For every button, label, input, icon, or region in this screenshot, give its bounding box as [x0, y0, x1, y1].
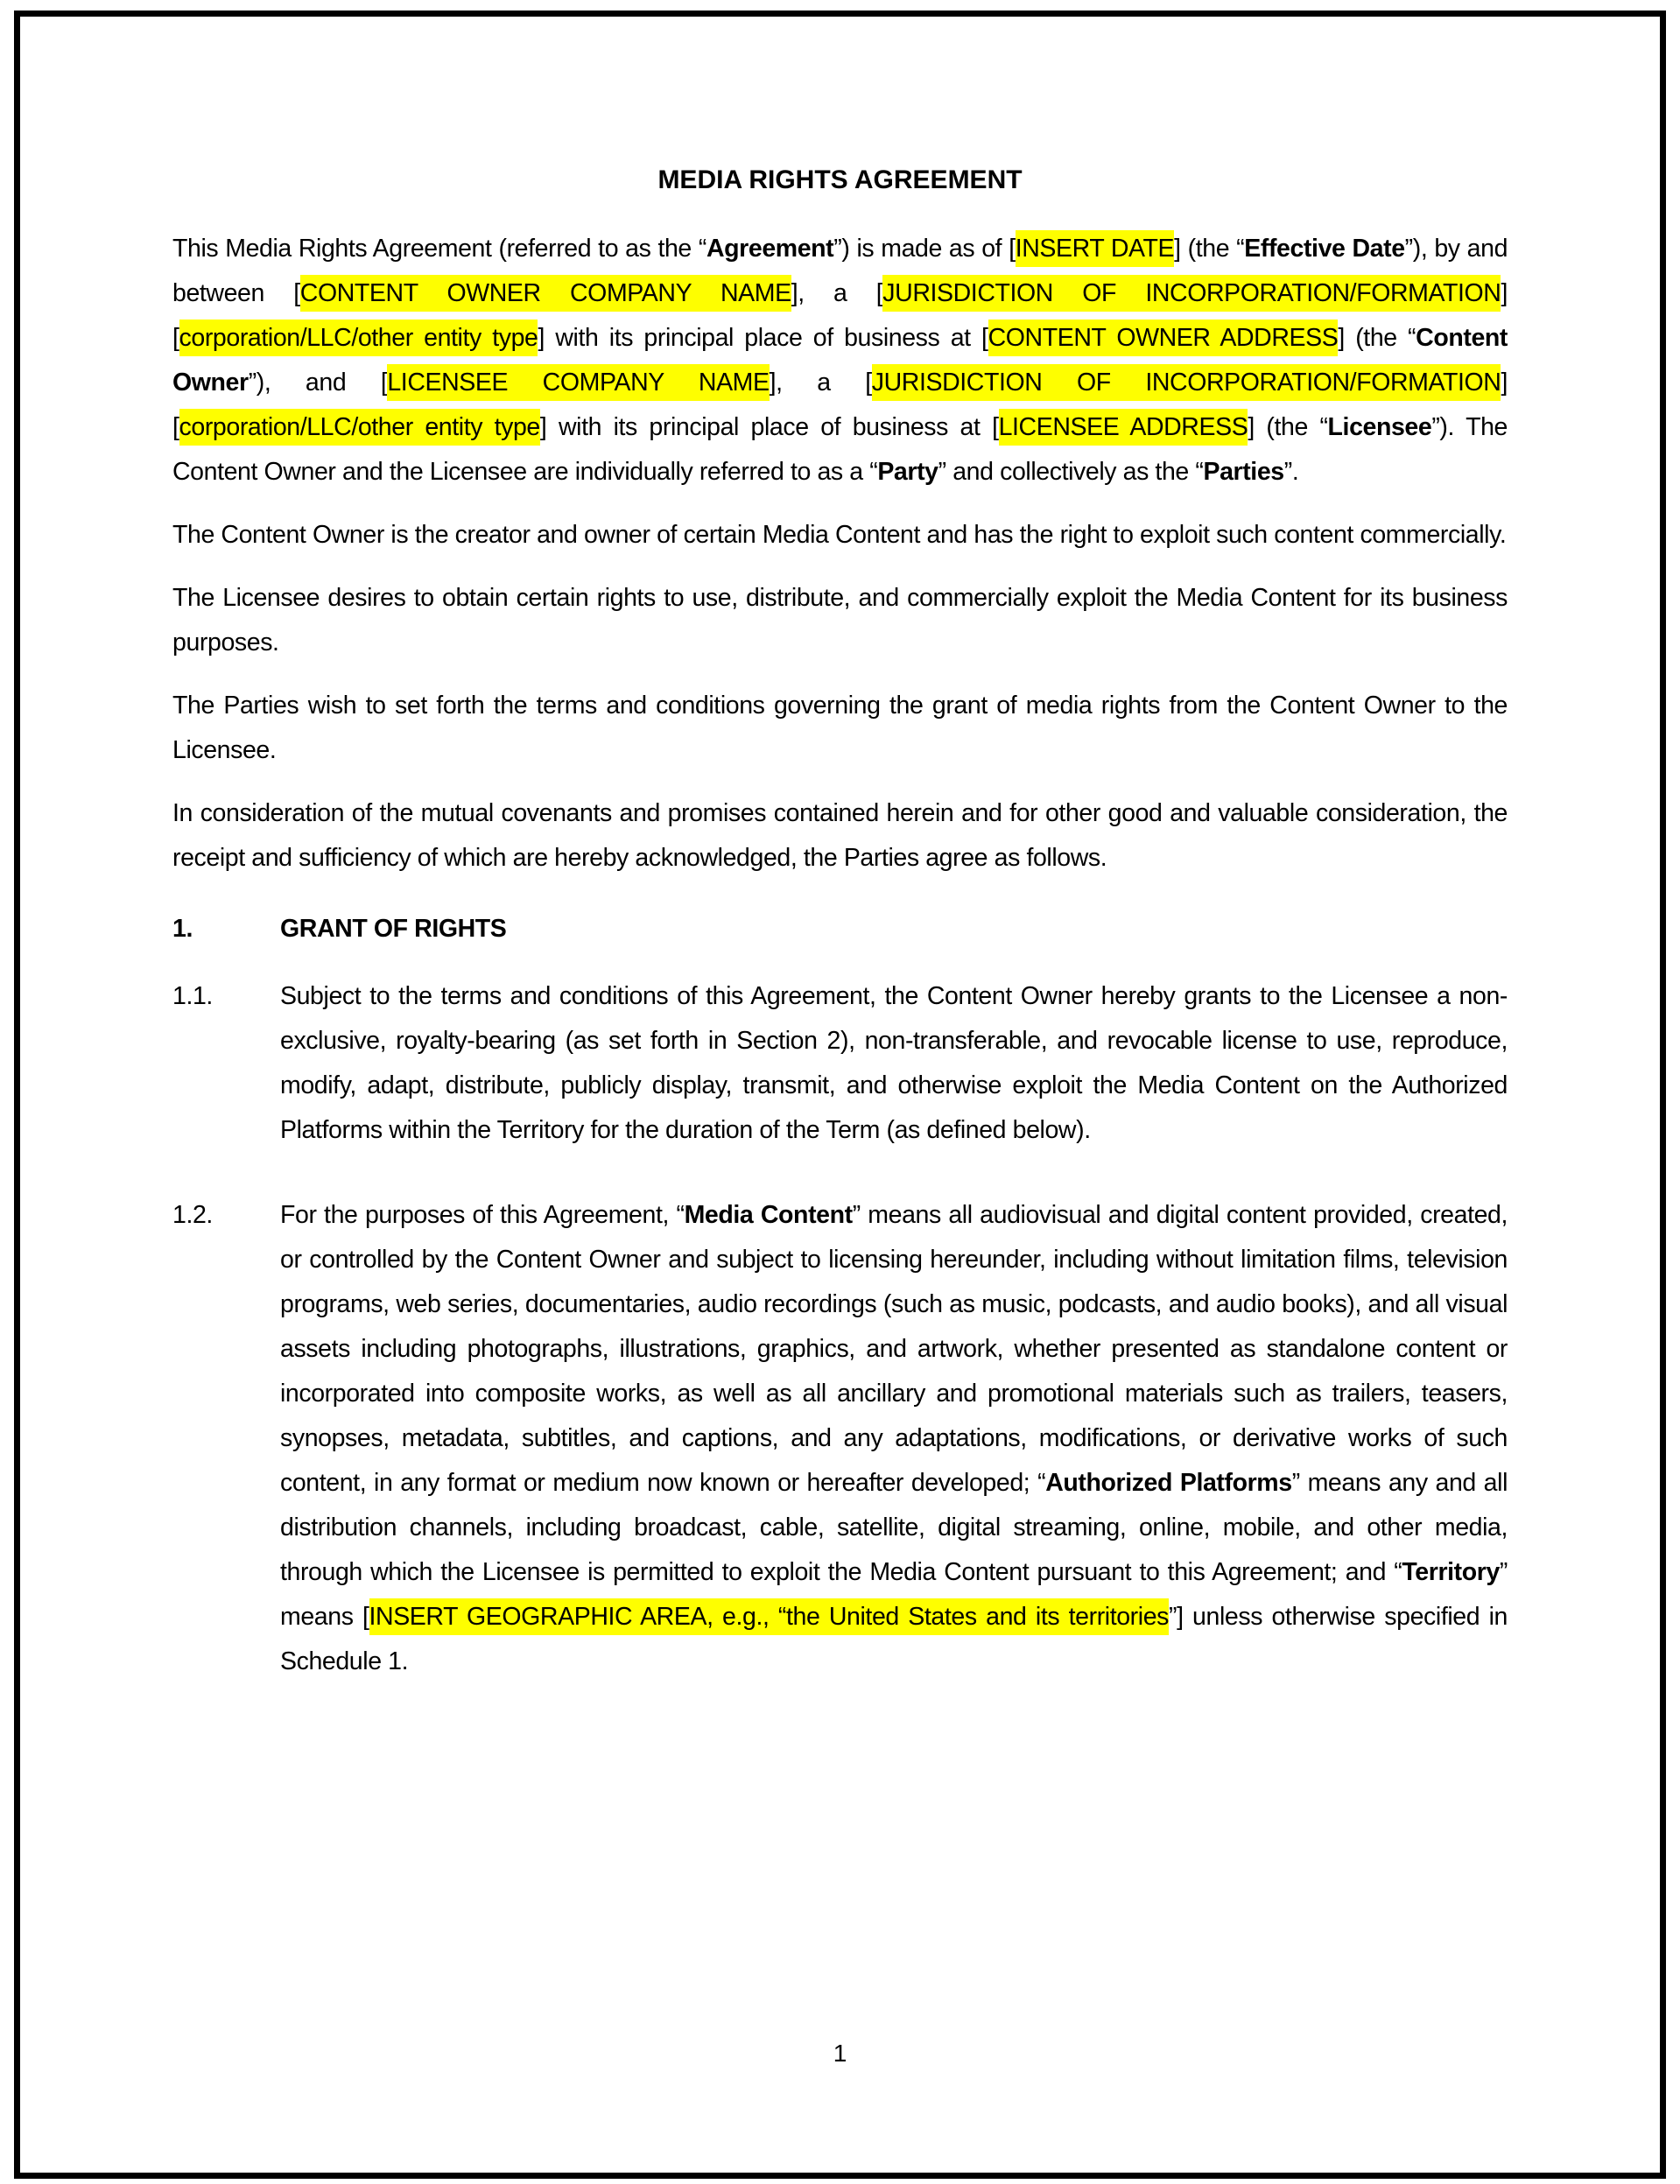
text-segment: ” and collectively as the “	[938, 458, 1204, 486]
document-title: MEDIA RIGHTS AGREEMENT	[657, 165, 1023, 194]
text-segment: This Media Rights Agreement (referred to as the “	[172, 235, 706, 263]
text-segment: GRANT OF RIGHTS	[280, 915, 507, 943]
highlighted-placeholder: INSERT GEOGRAPHIC AREA, e.g., “the United States and its territories	[369, 1598, 1170, 1635]
text-segment: Subject to the terms and conditions of this Agreement, the Content Owner hereby grants to the Licensee a non-exclusive, royalty-bearing (as set forth in Section 2), non-transferable, and revocable license to use, reproduce, modify, adapt, distribute, publicly display, transmit, and otherwise exploit the Media Content on the Authorized Platforms within the Territory for the duration of the Term (as defined below).	[280, 982, 1508, 1144]
text-segment: ] (the “	[1174, 235, 1245, 263]
text-segment: ] with its principal place of business at [	[538, 324, 988, 352]
clause-number: 1.	[172, 915, 193, 943]
highlighted-placeholder: CONTENT OWNER ADDRESS	[988, 320, 1339, 356]
paragraph	[172, 227, 1508, 495]
highlighted-placeholder: CONTENT OWNER COMPANY NAME	[300, 275, 791, 312]
highlighted-placeholder: JURISDICTION OF INCORPORATION/FORMATION	[872, 364, 1501, 401]
text-segment: ] [	[172, 279, 1508, 352]
highlighted-placeholder: LICENSEE COMPANY NAME	[387, 364, 769, 401]
text-segment: ], a [	[769, 369, 872, 397]
text-segment: ] with its principal place of business at [	[539, 413, 999, 441]
paragraph	[172, 576, 1508, 665]
document-content	[172, 158, 1508, 1724]
numbered-clause	[172, 974, 1508, 1153]
clause-number: 1.2.	[172, 1201, 213, 1229]
paragraph	[172, 513, 1508, 558]
text-segment: ” means [	[280, 1558, 1508, 1631]
text-segment: ”), by and between [	[172, 235, 1508, 307]
section-heading	[172, 907, 1508, 952]
highlighted-placeholder: JURISDICTION OF INCORPORATION/FORMATION	[882, 275, 1501, 312]
text-segment: Effective Date	[1244, 235, 1405, 263]
text-segment: ”) is made as of [	[833, 235, 1016, 263]
text-segment: ” means all audiovisual and digital content provided, created, or controlled by the Content Owner and subject to licensing hereunder, including without limitation films, television programs, web series, documentaries, audio recordings (such as music, podcasts, and audio books), and all visual assets including photographs, illustrations, graphics, and artwork, whether presented as standalone content or incorporated into composite works, as well as all ancillary and promotional materials such as trailers, teasers, synopses, metadata, subtitles, and captions, and any adaptations, modifications, or derivative works of such content, in any format or medium now known or hereafter developed; “	[280, 1201, 1508, 1497]
text-segment: Authorized Platforms	[1045, 1469, 1292, 1497]
clause-number: 1.1.	[172, 982, 213, 1010]
text-segment: For the purposes of this Agreement, “	[280, 1201, 685, 1229]
text-segment: Agreement	[706, 235, 834, 263]
text-segment: ], a [	[791, 279, 883, 307]
text-segment: ”.	[1283, 458, 1299, 486]
numbered-clause	[172, 1193, 1508, 1684]
text-segment: The Parties wish to set forth the terms and conditions governing the grant of media rights from the Content Owner to the Licensee.	[172, 692, 1508, 764]
text-segment: Licensee	[1327, 413, 1432, 441]
text-segment: Territory	[1402, 1558, 1500, 1586]
text-segment: ” means any and all distribution channels, including broadcast, cable, satellite, digital streaming, online, mobile, and other media, through which the Licensee is permitted to exploit the Media Content pursuant to this Agreement; and “	[280, 1469, 1508, 1586]
text-segment: ”). The Content Owner and the Licensee are individually referred to as a “	[172, 413, 1508, 486]
text-segment: Parties	[1203, 458, 1284, 486]
text-segment: The Licensee desires to obtain certain rights to use, distribute, and commercially exploit the Media Content for its business purposes.	[172, 584, 1508, 657]
highlighted-placeholder: LICENSEE ADDRESS	[999, 409, 1248, 446]
text-segment: Content Owner	[172, 324, 1508, 397]
text-segment: ] [	[172, 369, 1508, 441]
paragraph	[172, 684, 1508, 773]
highlighted-placeholder: corporation/LLC/other entity type	[179, 409, 540, 446]
highlighted-placeholder: corporation/LLC/other entity type	[179, 320, 538, 356]
document-body	[172, 227, 1508, 1684]
text-segment: ] (the “	[1338, 324, 1416, 352]
text-segment: ”), and [	[248, 369, 388, 397]
paragraph	[172, 791, 1508, 881]
page-number: 1	[833, 2040, 847, 2067]
highlighted-placeholder: INSERT DATE	[1016, 230, 1174, 267]
text-segment: ] (the “	[1248, 413, 1328, 441]
text-segment: Party	[877, 458, 938, 486]
text-segment: Media Content	[684, 1201, 853, 1229]
text-segment: The Content Owner is the creator and owner of certain Media Content and has the right to exploit such content commercially.	[172, 521, 1507, 549]
text-segment: In consideration of the mutual covenants and promises contained herein and for other good and valuable consideration, the receipt and sufficiency of which are hereby acknowledged, the Parties agree as follows.	[172, 799, 1508, 872]
text-segment: ”] unless otherwise specified in Schedule 1.	[280, 1603, 1508, 1675]
